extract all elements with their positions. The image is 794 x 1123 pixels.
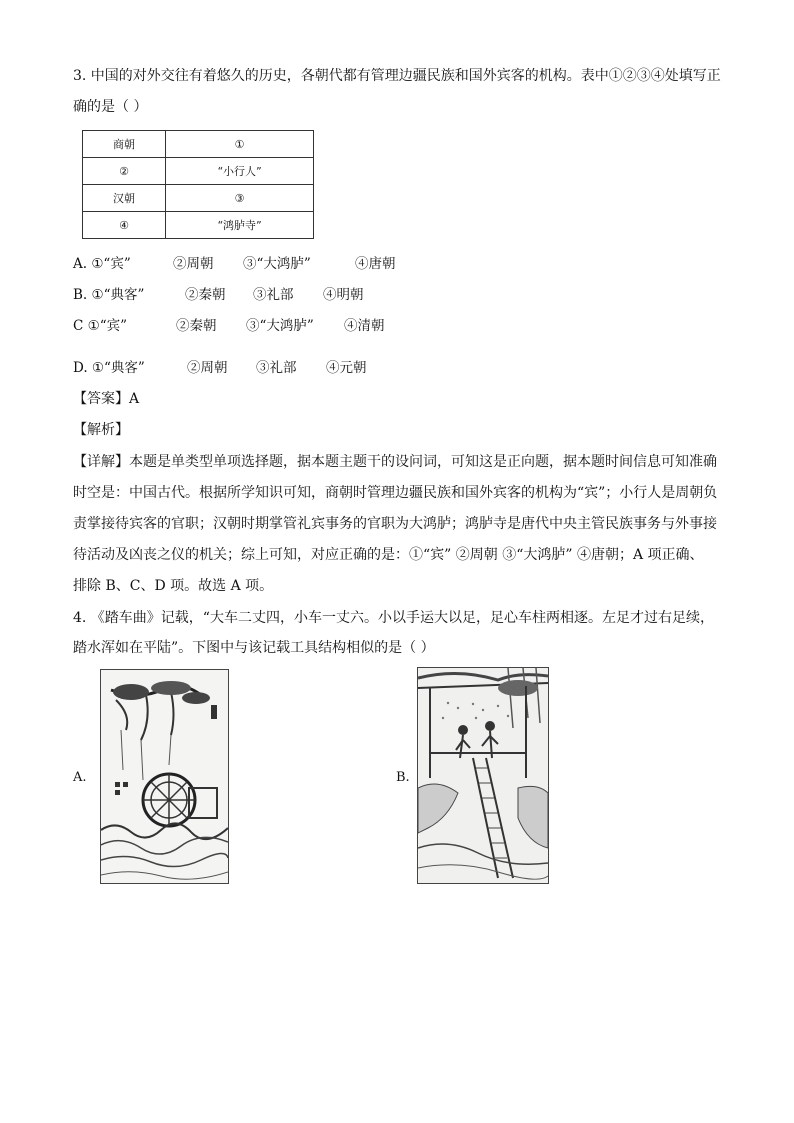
q3-option-d bbox=[73, 358, 367, 378]
table-row bbox=[83, 212, 314, 239]
detail-line: 责掌接待宾客的官职；汉朝时期掌管礼宾事务的官职为大鸿胪；鸿胪寺是唐代中央主管民族事务与外事接 bbox=[73, 516, 717, 532]
table-row bbox=[83, 185, 314, 212]
option-part: C ①“宾” bbox=[73, 318, 128, 334]
q3-table bbox=[82, 130, 314, 239]
q4-stem-line1: 4. 《踏车曲》记载，“大车二丈四，小车一丈六。小以手运大以足，足心车柱两相逐。左足才过右足续， bbox=[73, 610, 714, 626]
table-cell: 汉朝 bbox=[83, 185, 166, 212]
table-cell: ② bbox=[83, 158, 166, 185]
detail-line: 排除 B、C、D 项。故选 A 项。 bbox=[73, 578, 274, 594]
option-part: ②秦朝 bbox=[176, 318, 217, 334]
option-part: ③“大鸿胪” bbox=[246, 318, 314, 334]
q3-stem-line1: 3. 中国的对外交往有着悠久的历史，各朝代都有管理边疆民族和国外宾客的机构。表中①②③④处填写正 bbox=[73, 68, 721, 84]
table-cell: “小行人” bbox=[166, 158, 314, 185]
option-part: ②周朝 bbox=[187, 360, 228, 376]
option-part: A. ①“宾” bbox=[73, 256, 131, 272]
q3-stem-line2: 确的是（ ） bbox=[73, 99, 148, 115]
waterwheel-illustration bbox=[100, 669, 229, 884]
q3-option-a bbox=[73, 254, 396, 274]
option-part: ③礼部 bbox=[256, 360, 297, 376]
table-row bbox=[83, 131, 314, 158]
detail-line: 【详解】本题是单类型单项选择题，据本题主题干的设问词，可知这是正向题，据本题时间信息可知准确 bbox=[73, 454, 717, 470]
detail-line: 时空是：中国古代。根据所学知识可知，商朝时管理边疆民族和国外宾客的机构为“宾”；小行人是周朝负 bbox=[73, 485, 718, 501]
option-part: ③“大鸿胪” bbox=[243, 256, 311, 272]
waterwheel-drawing bbox=[101, 670, 228, 883]
option-b-label: B. bbox=[396, 770, 410, 785]
answer-tag: 【答案】A bbox=[73, 391, 140, 407]
analysis-tag: 【解析】 bbox=[73, 422, 129, 438]
table-cell: ④ bbox=[83, 212, 166, 239]
treadle-pump-drawing bbox=[418, 668, 548, 883]
option-part: D. ①“典客” bbox=[73, 360, 145, 376]
table-cell: “鸿胪寺” bbox=[166, 212, 314, 239]
option-part: ③礼部 bbox=[253, 287, 294, 303]
option-part: ②周朝 bbox=[173, 256, 214, 272]
detail-line: 待活动及凶丧之仪的机关；综上可知，对应正确的是：①“宾” ②周朝 ③“大鸿胪” ④唐朝；A 项正确、 bbox=[73, 547, 704, 563]
q3-option-c bbox=[73, 316, 385, 336]
q4-stem-line2: 踏水浑如在平陆”。下图中与该记载工具结构相似的是（ ） bbox=[73, 640, 435, 656]
table-row bbox=[83, 158, 314, 185]
table-cell: 商朝 bbox=[83, 131, 166, 158]
treadle-pump-illustration bbox=[417, 667, 549, 884]
option-part: ④元朝 bbox=[326, 360, 367, 376]
option-a-label: A. bbox=[73, 770, 87, 785]
option-part: ④清朝 bbox=[344, 318, 385, 334]
option-part: B. ①“典客” bbox=[73, 287, 145, 303]
table-cell: ① bbox=[166, 131, 314, 158]
option-part: ④明朝 bbox=[323, 287, 364, 303]
option-part: ④唐朝 bbox=[355, 256, 396, 272]
table-cell: ③ bbox=[166, 185, 314, 212]
q3-option-b bbox=[73, 285, 364, 305]
option-part: ②秦朝 bbox=[185, 287, 226, 303]
